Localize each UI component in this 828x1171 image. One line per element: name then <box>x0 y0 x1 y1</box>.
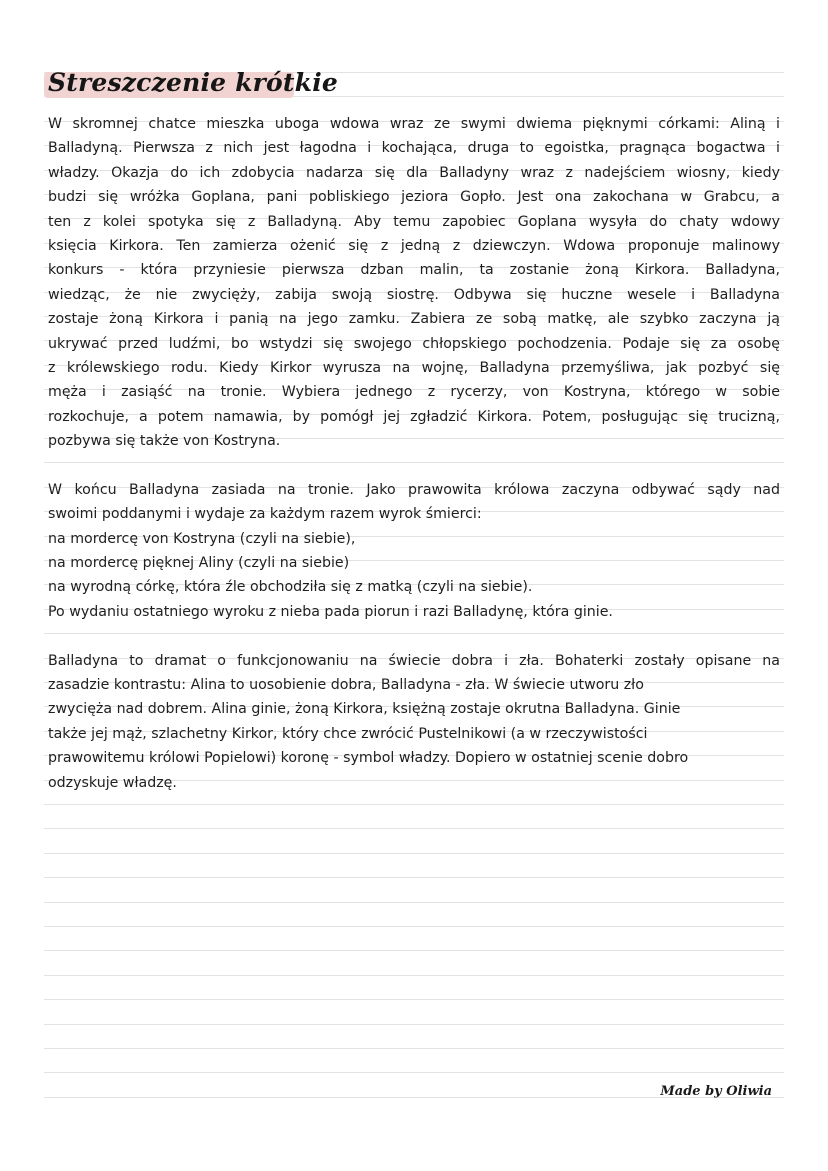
ruled-line <box>44 999 784 1000</box>
ruled-line <box>44 1048 784 1049</box>
text-line: ukrywać przed ludźmi, bo wstydzi się swojego chłopskiego pochodzenia. Podaje się za osobę <box>48 335 780 352</box>
text-line: W skromnej chatce mieszka uboga wdowa wraz ze swymi dwiema pięknymi córkami: Aliną i <box>48 116 780 132</box>
text-line: Po wydaniu ostatniego wyroku z nieba pada piorun i razi Balladynę, która ginie. <box>48 603 613 620</box>
text-line: na mordercę pięknej Aliny (czyli na siebie) <box>48 555 350 572</box>
text-line: męża i zasiąść na tronie. Wybiera jednego z rycerzy, von Kostryna, którego w sobie <box>48 384 780 401</box>
ruled-line <box>44 926 784 927</box>
text-line: odzyskuje władzę. <box>48 774 177 791</box>
author-signature: Made by Oliwia <box>660 1084 772 1099</box>
ruled-line <box>44 1024 784 1025</box>
ruled-line <box>44 902 784 903</box>
text-line: W końcu Balladyna zasiada na tronie. Jako prawowita królowa zaczyna odbywać sądy nad <box>48 481 780 498</box>
ruled-line <box>44 828 784 829</box>
paragraph-gap <box>48 453 780 477</box>
text-line: wiedząc, że nie zwycięży, zabija swoją siostrę. Odbywa się huczne wesele i Balladyna <box>48 286 780 303</box>
ruled-line <box>44 853 784 854</box>
text-line: księcia Kirkora. Ten zamierza ożenić się z jedną z dziewczyn. Wdowa proponuje malinowy <box>48 237 780 254</box>
title-block <box>48 64 338 102</box>
text-line: na mordercę von Kostryna (czyli na siebie), <box>48 530 356 547</box>
text-line: także jej mąż, szlachetny Kirkor, który chce zwrócić Pustelnikowi (a w rzeczywistości <box>48 725 648 742</box>
paragraph-plot <box>48 112 780 453</box>
ruled-line <box>44 1072 784 1073</box>
text-line: na wyrodną córkę, która źle obchodziła się z matką (czyli na siebie). <box>48 579 533 596</box>
text-line: swoimi poddanymi i wydaje za każdym razem wyrok śmierci: <box>48 506 482 523</box>
paragraph-interpretation <box>48 649 780 795</box>
text-line: zasadzie kontrastu: Alina to uosobienie dobra, Balladyna - zła. W świecie utworu zło <box>48 676 644 693</box>
text-line: Balladyna to dramat o funkcjonowaniu na świecie dobra i zła. Bohaterki zostały opisane na <box>48 652 780 669</box>
paragraph-verdicts <box>48 478 780 624</box>
ruled-line <box>44 804 784 805</box>
ruled-line <box>44 975 784 976</box>
text-line: budzi się wróżka Goplana, pani pobliskiego jeziora Gopło. Jest ona zakochana w Grabcu, a <box>48 189 780 206</box>
text-line: z królewskiego rodu. Kiedy Kirkor wyrusza na wojnę, Balladyna przemyśliwa, jak pozbyć się <box>48 359 780 376</box>
text-line: rozkochuje, a potem namawia, by pomógł jej zgładzić Kirkora. Potem, posługując się trucizną, <box>48 408 780 425</box>
ruled-line <box>44 950 784 951</box>
text-line: zwycięża nad dobrem. Alina ginie, żoną Kirkora, księżną zostaje okrutna Balladyna. Ginie <box>48 701 681 718</box>
text-line: zostaje żoną Kirkora i panią na jego zamku. Zabiera ze sobą matkę, ale szybko zaczyna ją <box>48 311 780 328</box>
text-line: ten z kolei spotyka się z Balladyną. Aby temu zapobiec Goplana wysyła do chaty wdowy <box>48 213 780 230</box>
text-line: prawowitemu królowi Popielowi) koronę - symbol władzy. Dopiero w ostatniej scenie dobro <box>48 750 689 767</box>
page-title: Streszczenie krótkie <box>48 68 338 97</box>
text-line: pozbywa się także von Kostryna. <box>48 433 281 450</box>
ruled-line <box>44 877 784 878</box>
text-line: władzy. Okazja do ich zdobycia nadarza się dla Balladyny wraz z nadejściem wiosny, kiedy <box>48 164 780 181</box>
text-line: Balladyną. Pierwsza z nich jest łagodna i kochająca, druga to egoistka, pragnąca bogactwa i <box>48 140 780 157</box>
paragraph-gap <box>48 624 780 648</box>
summary-body <box>48 112 780 795</box>
text-line: konkurs - która przyniesie pierwsza dzban malin, ta zostanie żoną Kirkora. Balladyna, <box>48 262 780 279</box>
